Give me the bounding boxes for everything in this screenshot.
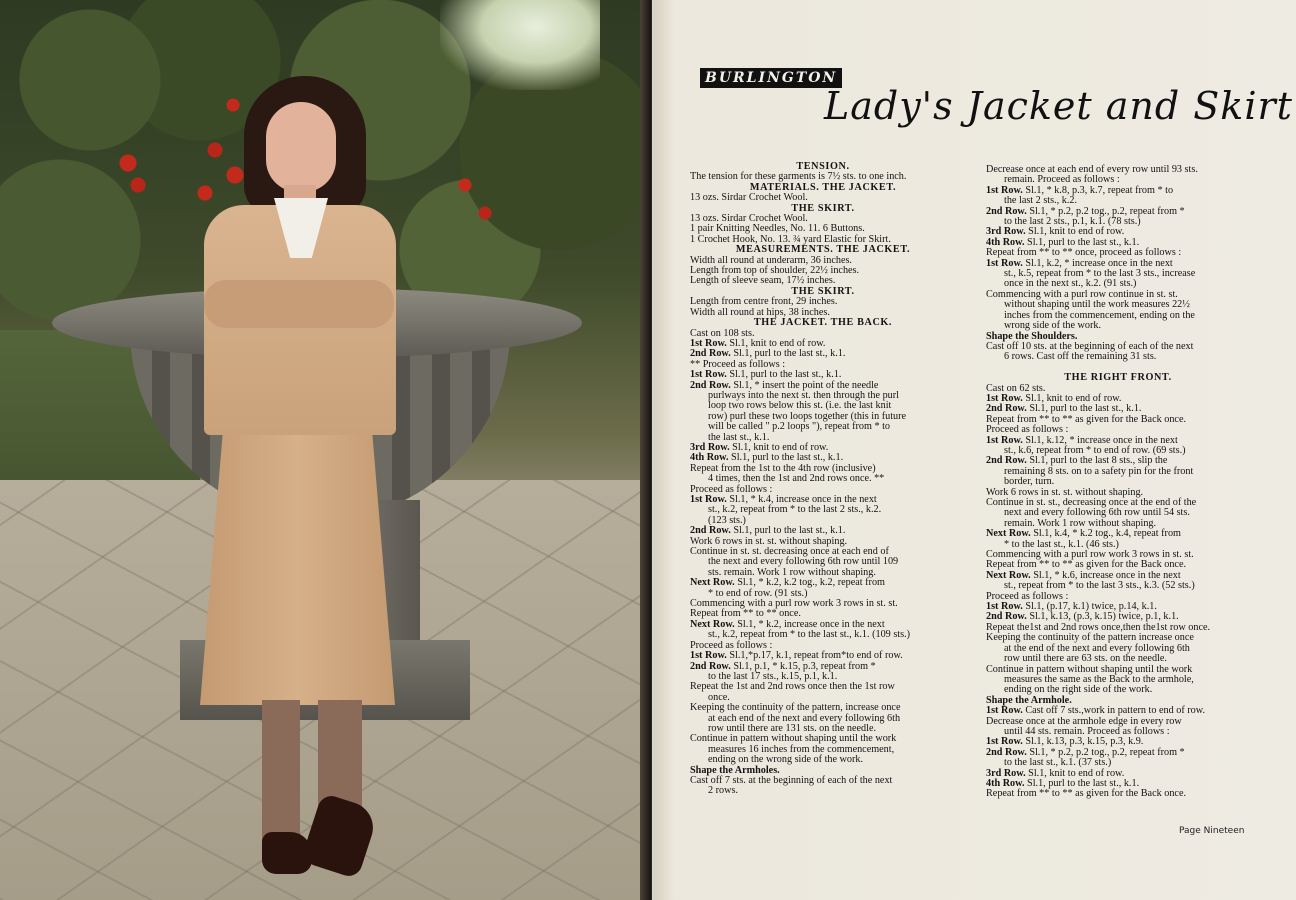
row-text: Sl.1, purl to the last 8 sts., slip the [1026, 455, 1168, 467]
row-text: Sl.1, knit to end of row. [1025, 226, 1125, 238]
row-text: Sl.1, k.4, * k.2 tog., k.4, repeat from [1030, 528, 1181, 540]
instruction-continuation: the last st., k.1. [708, 431, 770, 443]
row-text: Sl.1, purl to the last st., k.1. [728, 452, 844, 464]
row-text: Sl.1, (p.17, k.1) twice, p.14, k.1. [1022, 601, 1157, 613]
instruction-continuation: once. [708, 691, 730, 703]
row-text: Sl.1, * k.2, increase once in the next [734, 618, 885, 630]
row-label: 1st Row. [986, 736, 1023, 748]
instruction-line: Cast on 108 sts. [690, 327, 755, 339]
instruction-line: Repeat from ** to ** once, proceed as follows : [986, 247, 1182, 259]
book-gutter [640, 0, 652, 900]
instruction-continuation: to the last st., k.1. (37 sts.) [1004, 757, 1112, 769]
instruction-continuation: 6 rows. Cast off the remaining 31 sts. [1004, 351, 1157, 363]
row-text: Sl.1,*p.17, k.1, repeat from*to end of row. [726, 650, 903, 662]
instruction-line: 13 ozs. Sirdar Crochet Wool. [690, 192, 808, 204]
instruction-line: Continue in pattern without shaping until the work [690, 733, 897, 745]
row-label: 2nd Row. [986, 205, 1027, 217]
instruction-line: Commencing with a purl row work 3 rows in st. st. [986, 549, 1194, 561]
knitted-skirt [200, 425, 395, 705]
instruction-line: Continue in st. st., decreasing once at the end of the [986, 497, 1197, 508]
row-label: 2nd Row. [986, 403, 1027, 415]
page-title: Lady's Jacket and Skirt [824, 84, 1293, 128]
row-label: 1st Row. [690, 369, 727, 381]
instruction-continuation: ending on the wrong side of the work. [708, 754, 864, 766]
instruction-continuation: at each end of the next and every following 6th [708, 712, 901, 724]
section-heading: TENSION. [796, 161, 850, 172]
instruction-continuation: remaining 8 sts. on to a safety pin for the front [1004, 465, 1194, 477]
instruction-line: Repeat from ** to ** once. [690, 608, 801, 620]
instruction-continuation: at the end of the next and every following 6th [1004, 642, 1190, 654]
model-face [266, 102, 336, 192]
row-text: Sl.1, * k.8, p.3, k.7, repeat from * to [1022, 184, 1174, 196]
row-text: Sl.1, knit to end of row. [726, 337, 826, 349]
brand-label: BURLINGTON [700, 68, 842, 88]
instruction-continuation: will be called " p.2 loops "), repeat from * to [708, 421, 891, 433]
row-text: Sl.1, * p.2, p.2 tog., p.2, repeat from * [1026, 746, 1185, 758]
row-text: Sl.1, p.1, * k.15, p.3, repeat from * [730, 660, 876, 672]
row-label: 3rd Row. [986, 767, 1026, 779]
instruction-continuation: st., k.2, repeat from * to the last 2 sts., k.2. [708, 504, 882, 516]
row-text: Sl.1, purl to the last st., k.1. [1024, 777, 1140, 789]
instruction-continuation: (123 sts.) [708, 514, 746, 526]
instruction-line: Proceed as follows : [986, 590, 1069, 602]
instruction-continuation: to the last 17 sts., k.15, p.1, k.1. [708, 670, 838, 682]
instruction-line: Proceed as follows : [986, 424, 1069, 436]
row-label: 2nd Row. [986, 746, 1027, 758]
instruction-continuation: to the last 2 sts., p.1, k.1. (78 sts.) [1004, 216, 1141, 228]
row-text: Sl.1, * k.6, increase once in the next [1030, 569, 1181, 581]
row-instruction [986, 706, 1250, 716]
row-text: Sl.1, * k.2, k.2 tog., k.2, repeat from [734, 577, 885, 589]
instruction-continuation: row until there are 131 sts. on the needle. [708, 722, 877, 734]
row-label: 1st Row. [986, 392, 1023, 404]
section-heading: MEASUREMENTS. THE JACKET. [735, 244, 911, 256]
instruction-continuation: inches from the commencement, ending on the [1004, 309, 1195, 321]
row-label: 1st Row. [986, 434, 1023, 446]
instruction-line: Length of sleeve seam, 17½ inches. [690, 275, 836, 287]
row-text: Sl.1, purl to the last st., k.1. [730, 348, 846, 360]
row-label: 3rd Row. [690, 441, 730, 453]
instruction-continuation: next and every following 6th row until 54 sts. [1004, 507, 1190, 519]
section-heading: THE SKIRT. [791, 202, 855, 214]
row-text: Sl.1, knit to end of row. [729, 441, 829, 453]
instruction-line: 1 Crochet Hook, No. 13. ¾ yard Elastic for Skirt. [690, 233, 891, 245]
instruction-continuation: st., k.5, repeat from * to the last 3 sts., increase [1004, 268, 1196, 280]
row-text: Sl.1, k.13, p.3, k.15, p.3, k.9. [1022, 736, 1144, 748]
row-label: 1st Row. [690, 650, 727, 662]
instruction-continuation: the next and every following 6th row until 109 [708, 556, 899, 568]
instruction-continuation: 2 rows. [708, 785, 738, 797]
instruction-line: Repeat the1st and 2nd rows once,then the1st row once. [986, 621, 1211, 633]
row-text: Sl.1, purl to the last st., k.1. [1026, 403, 1142, 415]
row-text: Sl.1, k.2, * increase once in the next [1022, 257, 1173, 269]
instruction-continuation: wrong side of the work. [1004, 320, 1102, 332]
row-label: 2nd Row. [986, 455, 1027, 467]
row-label: 2nd Row. [690, 348, 731, 360]
instruction-continuation: purlways into the next st. then through the purl [708, 389, 899, 401]
subsection-heading: Shape the Armholes. [690, 764, 780, 776]
row-label: 1st Row. [986, 705, 1023, 717]
instruction-line: Keeping the continuity of the pattern increase once [986, 632, 1194, 644]
row-label: 3rd Row. [986, 226, 1026, 238]
row-label: Next Row. [690, 618, 735, 630]
row-label: Next Row. [986, 528, 1031, 540]
instruction-line: Length from top of shoulder, 22½ inches. [690, 265, 860, 277]
row-label: 4th Row. [690, 452, 729, 464]
instruction-line: 1 pair Knitting Needles, No. 11. 6 Buttons. [690, 223, 865, 235]
instruction-continuation: until 44 sts. remain. Proceed as follows : [1004, 725, 1170, 737]
instruction-line: Repeat from ** to ** as given for the Back once. [986, 559, 1187, 571]
row-label: 1st Row. [986, 601, 1023, 613]
row-label: 1st Row. [690, 337, 727, 349]
row-text: Sl.1, knit to end of row. [1022, 392, 1122, 404]
instruction-line: Keeping the continuity of the pattern, increase once [690, 702, 901, 714]
instruction-continuation: measures 16 inches from the commencement, [708, 743, 895, 755]
instruction-continuation: ending on the right side of the work. [1004, 684, 1153, 696]
section-heading: THE JACKET. THE BACK. [753, 317, 893, 329]
instruction-line: Continue in pattern without shaping until the work [986, 663, 1193, 675]
instruction-line: Commencing with a purl row continue in st. st. [986, 288, 1178, 300]
row-text: Sl.1, * k.4, increase once in the next [726, 494, 877, 505]
row-label: Next Row. [986, 569, 1031, 581]
instruction-continuation: * to end of row. (91 sts.) [708, 587, 808, 599]
instruction-line: Proceed as follows : [690, 639, 773, 651]
instruction-continuation: st., repeat from * to the last 3 sts., k.3. (52 sts.) [1004, 580, 1195, 592]
instruction-continuation: once in the next st., k.2. (91 sts.) [1004, 278, 1137, 290]
row-text: Sl.1, * p.2, p.2 tog., p.2, repeat from * [1026, 205, 1185, 217]
instruction-line: 13 ozs. Sirdar Crochet Wool. [690, 213, 808, 225]
instruction-line: Proceed as follows : [690, 483, 773, 495]
instruction-line: Cast off 10 sts. at the beginning of each of the next [986, 340, 1194, 352]
row-label: 1st Row. [986, 257, 1023, 269]
row-text: Sl.1, k.12, * increase once in the next [1022, 434, 1178, 446]
instruction-line: Repeat from ** to ** as given for the Back once. [986, 413, 1187, 425]
sky-patch [440, 0, 600, 90]
pattern-page [656, 0, 1296, 900]
instruction-continuation: 4 times, then the 1st and 2nd rows once. ** [708, 473, 885, 485]
row-text: Sl.1, * insert the point of the needle [730, 379, 879, 391]
instruction-continuation: measures the same as the Back to the armhole, [1004, 673, 1194, 685]
instruction-continuation: remain. Work 1 row without shaping. [1004, 517, 1157, 529]
folded-arms [204, 280, 394, 328]
instruction-continuation: border, turn. [1004, 476, 1055, 488]
instruction-line: ** Proceed as follows : [690, 358, 786, 370]
instruction-continuation: st., k.6, repeat from * to end of row. (69 sts.) [1004, 444, 1186, 456]
instruction-line: Work 6 rows in st. st. without shaping. [690, 535, 848, 547]
instruction-continuation: row until there are 63 sts. on the needle. [1004, 653, 1167, 665]
instruction-continuation: loop two rows below this st. (i.e. the last knit [708, 400, 892, 412]
row-text: Sl.1, k.13, (p.3, k.15) twice, p.1, k.1. [1026, 611, 1179, 623]
instruction-line: Work 6 rows in st. st. without shaping. [986, 486, 1144, 498]
row-label: 2nd Row. [986, 611, 1027, 623]
instruction-line: Repeat from ** to ** as given for the Back once. [986, 788, 1187, 800]
instruction-continuation: row) purl these two loops together (this in future [708, 410, 907, 422]
section-heading: THE RIGHT FRONT. [1064, 372, 1172, 384]
row-label: Next Row. [690, 577, 735, 589]
instruction-continuation: sts. remain. Work 1 row without shaping. [708, 566, 876, 578]
subsection-heading: Shape the Armhole. [986, 694, 1072, 706]
instruction-line: Repeat the 1st and 2nd rows once then the 1st row [690, 681, 895, 693]
row-label: 2nd Row. [690, 379, 731, 391]
row-text: Sl.1, purl to the last st., k.1. [726, 369, 842, 381]
instruction-line: Decrease once at the armhole edge in every row [986, 715, 1182, 727]
pattern-column-left [690, 162, 956, 797]
instruction-line: The tension for these garments is 7½ sts. to one inch. [690, 171, 907, 183]
instruction-line: Continue in st. st. decreasing once at each end of [690, 546, 889, 558]
instruction-continuation: without shaping until the work measures 22½ [1004, 299, 1190, 311]
instruction-continuation: * to the last st., k.1. (46 sts.) [1004, 538, 1119, 550]
instruction-line: Length from centre front, 29 inches. [690, 296, 838, 308]
instruction-line: Width all round at underarm, 36 inches. [690, 254, 852, 266]
row-label: 2nd Row. [690, 525, 731, 537]
instruction-line: Width all round at hips, 38 inches. [690, 306, 830, 318]
row-text: Sl.1, purl to the last st., k.1. [1024, 236, 1140, 248]
pattern-column-right [986, 165, 1250, 800]
row-label: 4th Row. [986, 236, 1025, 248]
instruction-continuation: st., k.2, repeat from * to the last st., k.1. (109 sts.) [708, 629, 911, 641]
instruction-line: Commencing with a purl row work 3 rows in st. st. [690, 598, 898, 610]
instruction-line: Cast on 62 sts. [986, 382, 1046, 394]
instruction-line: Repeat from the 1st to the 4th row (inclusive) [690, 462, 876, 474]
instruction-line: Decrease once at each end of every row until 93 sts. [986, 164, 1198, 175]
row-text: Sl.1, purl to the last st., k.1. [730, 525, 846, 537]
row-text: Cast off 7 sts.,work in pattern to end of row. [1022, 705, 1206, 717]
section-heading: MATERIALS. THE JACKET. [749, 181, 897, 193]
instruction-continuation: remain. Proceed as follows : [1004, 174, 1120, 186]
instruction-continuation: the last 2 sts., k.2. [1004, 195, 1078, 207]
page-number: Page Nineteen [1179, 826, 1245, 836]
row-label: 1st Row. [690, 494, 727, 505]
row-label: 1st Row. [986, 184, 1023, 196]
row-text: Sl.1, knit to end of row. [1025, 767, 1125, 779]
instruction-line: Cast off 7 sts. at the beginning of each of the next [690, 774, 893, 786]
row-label: 2nd Row. [690, 660, 731, 672]
row-label: 4th Row. [986, 777, 1025, 789]
subsection-heading: Shape the Shoulders. [986, 330, 1078, 342]
section-heading: THE SKIRT. [791, 285, 855, 297]
